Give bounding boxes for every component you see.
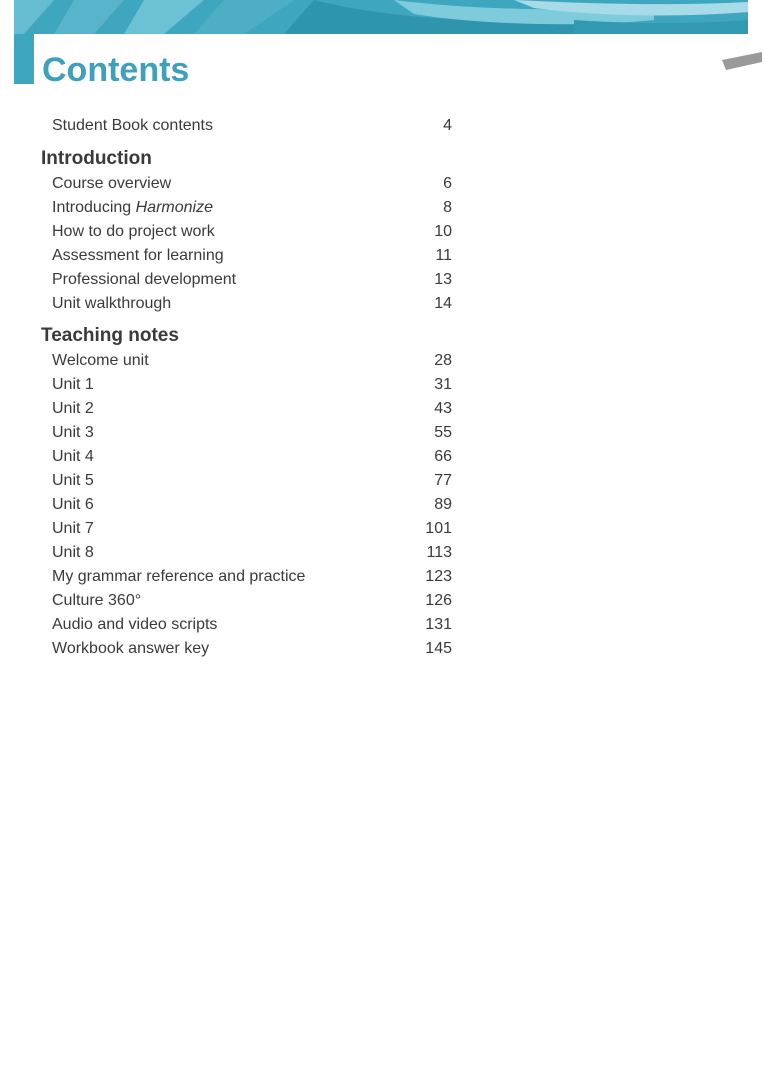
toc-entry-page: 8 bbox=[443, 199, 452, 216]
toc-entry-page: 4 bbox=[443, 117, 452, 134]
toc-entry-page: 113 bbox=[426, 544, 452, 561]
toc-entry-audio-video-scripts bbox=[52, 613, 452, 637]
toc-entry-unit-7 bbox=[52, 517, 452, 541]
toc-entry-label: Workbook answer key bbox=[52, 640, 210, 657]
toc-entry-unit-3 bbox=[52, 421, 452, 445]
toc-entry-unit-4 bbox=[52, 445, 452, 469]
toc-entry-page: 145 bbox=[425, 640, 452, 657]
corner-mark bbox=[722, 52, 762, 70]
toc-entry-label: Culture 360° bbox=[52, 592, 142, 609]
toc-entry-label bbox=[52, 196, 213, 220]
toc-entry-label: Unit 3 bbox=[52, 424, 94, 441]
label-prefix: Introducing bbox=[52, 199, 136, 216]
toc-entry-label: Unit 7 bbox=[52, 520, 94, 537]
accent-bar bbox=[14, 34, 34, 84]
toc-entry-page: 43 bbox=[434, 400, 452, 417]
toc-entry-label: Welcome unit bbox=[52, 352, 149, 369]
toc-entry-page: 126 bbox=[425, 592, 452, 609]
toc-entry-label: Student Book contents bbox=[52, 117, 213, 134]
page-title: Contents bbox=[42, 51, 190, 89]
toc-entry-page: 131 bbox=[425, 616, 452, 633]
toc-entry-label: Unit 4 bbox=[52, 448, 94, 465]
toc-entry-label: Unit 1 bbox=[52, 376, 94, 393]
toc-entry-page: 66 bbox=[434, 448, 452, 465]
toc-entry-professional-development bbox=[52, 268, 452, 292]
toc-entry-label: Unit walkthrough bbox=[52, 295, 172, 312]
toc-entry-welcome-unit bbox=[52, 349, 452, 373]
toc-entry-page: 77 bbox=[434, 472, 452, 489]
header-banner bbox=[14, 0, 748, 34]
toc-entry-unit-2 bbox=[52, 397, 452, 421]
toc-entry-unit-5 bbox=[52, 469, 452, 493]
toc-entry-page: 11 bbox=[435, 247, 452, 264]
toc-entry-label: Unit 6 bbox=[52, 496, 94, 513]
toc-entry-student-book-contents bbox=[52, 114, 452, 138]
section-heading-introduction: Introduction bbox=[41, 148, 152, 169]
toc-entry-culture-360 bbox=[52, 589, 452, 613]
toc-entry-unit-6 bbox=[52, 493, 452, 517]
toc-entry-grammar-reference bbox=[52, 565, 452, 589]
toc-entry-unit-8 bbox=[52, 541, 452, 565]
toc-entry-project-work bbox=[52, 220, 452, 244]
toc-entry-label: How to do project work bbox=[52, 223, 215, 240]
toc-entry-page: 31 bbox=[434, 376, 452, 393]
toc-entry-page: 6 bbox=[443, 175, 452, 192]
toc-entry-label: Course overview bbox=[52, 175, 172, 192]
toc-entry-label: Assessment for learning bbox=[52, 247, 224, 264]
toc-entry-unit-1 bbox=[52, 373, 452, 397]
toc-entry-page: 101 bbox=[425, 520, 452, 537]
toc-entry-label: Audio and video scripts bbox=[52, 616, 218, 633]
toc-entry-label: Unit 5 bbox=[52, 472, 94, 489]
toc-entry-page: 10 bbox=[434, 223, 452, 240]
toc-entry-page: 28 bbox=[434, 352, 452, 369]
toc-entry-label: Unit 8 bbox=[52, 544, 94, 561]
toc-entry-page: 123 bbox=[425, 568, 452, 585]
label-emphasis: Harmonize bbox=[135, 199, 213, 216]
toc-entry-assessment bbox=[52, 244, 452, 268]
toc-entry-introducing-harmonize bbox=[52, 196, 452, 220]
toc-entry-label: My grammar reference and practice bbox=[52, 568, 306, 585]
toc-entry-unit-walkthrough bbox=[52, 292, 452, 316]
toc-entry-page: 55 bbox=[434, 424, 452, 441]
toc-entry-page: 89 bbox=[434, 496, 452, 513]
toc-entry-page: 14 bbox=[434, 295, 452, 312]
toc-entry-course-overview bbox=[52, 172, 452, 196]
toc-entry-page: 13 bbox=[434, 271, 452, 288]
toc-entry-label: Unit 2 bbox=[52, 400, 94, 417]
toc-entry-workbook-answer-key bbox=[52, 637, 452, 661]
toc-entry-label: Professional development bbox=[52, 271, 237, 288]
section-heading-teaching-notes: Teaching notes bbox=[41, 325, 179, 346]
wave-pattern bbox=[14, 0, 748, 34]
